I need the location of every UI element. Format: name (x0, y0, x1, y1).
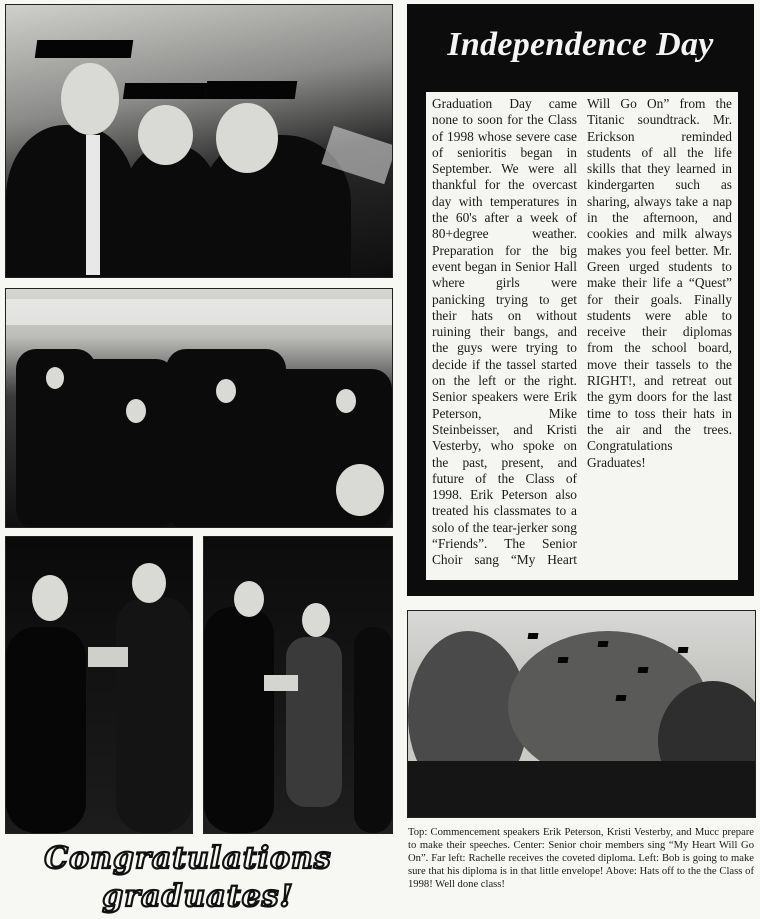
banner-line-1: Congratulations (44, 841, 332, 876)
congratulations-banner (8, 834, 368, 914)
photo-rachelle-diploma (5, 536, 193, 834)
story-panel (426, 92, 738, 580)
banner-line-2: graduates! (102, 879, 294, 914)
photo-bob-diploma (203, 536, 393, 834)
photo-speakers (5, 4, 393, 278)
photo-choir (5, 288, 393, 528)
story-title: Independence Day (447, 26, 714, 63)
photo-hats-toss (407, 610, 756, 818)
banner-art (8, 834, 368, 914)
story-body: Graduation Day came none to soon for the Class of 1998 whose severe case of senioritis began in September. We were all thankful for the overcast day with temperatures in the 60's after a week of 80+degree weather. Preparation for the big event began in Senior Hall where girls were panicking trying to get their hats on without ruining their bangs, and the guys were trying to decide if the tassel started on the left or the right. Senior speakers were Erik Peterson, Mike Steinbeisser, and Kristi Vesterby, who spoke on the past, present, and future of the Class of 1998. Erik Peterson also treated his classmates to a solo of the tear-jerker song “Friends”. The Senior Choir sang “My Heart Will Go On” from the Titanic soundtrack. Mr. Erickson reminded students of all the life skills that they learned in kindergarten such as sharing, always take a nap in the afternoon, and cookies and milk always makes you feel better. Mr. Green urged students to make their life a “Quest” for their goals. Finally students were able to receive their diplomas from the school board, move their tassels to the RIGHT!, and retreat out the gym doors for the last time to toss their hats in the air and the trees. Congratulations Graduates! (432, 96, 732, 568)
photo-caption: Top: Commencement speakers Erik Peterson, Kristi Vesterby, and Mucc prepare to make their speeches. Center: Senior choir members sing “My Heart Will Go On”. Far left: Rachelle receives the coveted diploma. Left: Bob is going to make sure that his diploma is in that little envelope! Above: Hats off to the the Class of 1998! Well done class! (408, 827, 754, 890)
